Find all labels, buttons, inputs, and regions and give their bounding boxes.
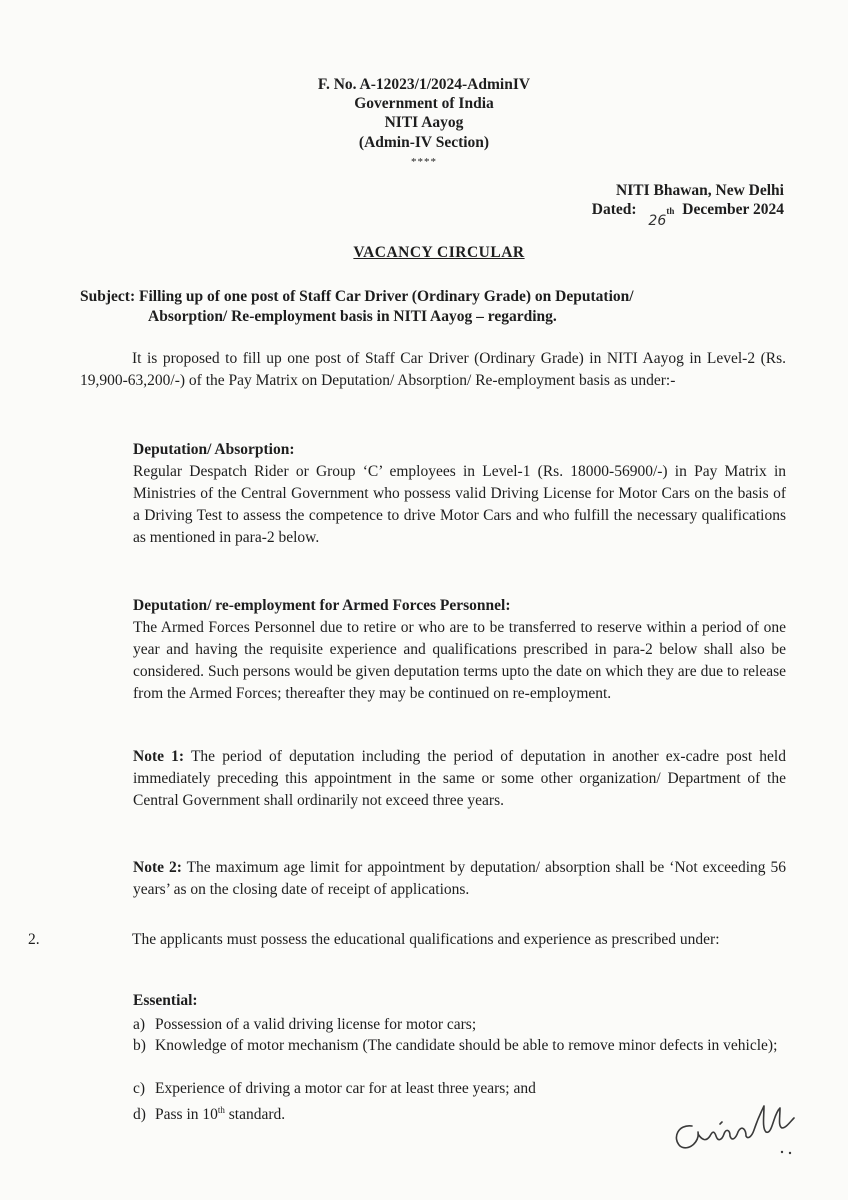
essential-heading: Essential: bbox=[133, 992, 198, 1009]
document-title: VACANCY CIRCULAR bbox=[353, 244, 525, 261]
section-name: (Admin-IV Section) bbox=[358, 134, 490, 151]
list-text: Possession of a valid driving license for motor cars; bbox=[155, 1016, 477, 1033]
dated-label: Dated: bbox=[591, 201, 637, 218]
deputation-text: Regular Despatch Rider or Group ‘C’ employees in Level-1 (Rs. 18000-56900/-) in Pay Matrix in Ministries of the Central Government who possess valid Driving License for Motor Cars on the basis of a Driving Test to assess the competence to drive Motor Cars and who fulfill the necessary qualifications as mentioned in para-2 below. bbox=[133, 463, 786, 546]
note-1-label: Note 1: bbox=[133, 748, 185, 765]
list-text: Knowledge of motor mechanism (The candidate should be able to remove minor defects in vehicle); bbox=[155, 1037, 778, 1054]
note-1-text: The period of deputation including the period of deputation in another ex-cadre post held immediately preceding this appointment in the same or some other organization/ Department of the Central Government shall ordinarily not exceed three years. bbox=[133, 748, 786, 809]
date-line bbox=[591, 201, 784, 229]
para-2-number: 2. bbox=[28, 931, 40, 948]
list-marker: b) bbox=[133, 1037, 146, 1054]
note-2-text: The maximum age limit for appointment by deputation/ absorption shall be ‘Not exceeding 56 years’ as on the closing date of receipt of applications. bbox=[133, 859, 786, 898]
list-marker: d) bbox=[133, 1106, 146, 1124]
signature bbox=[664, 1096, 814, 1162]
essential-item-a bbox=[133, 1014, 786, 1035]
date-month-year: December 2024 bbox=[682, 201, 784, 218]
note-2-label: Note 2: bbox=[133, 859, 182, 876]
armed-forces-text: The Armed Forces Personnel due to retire or who are to be transferred to reserve within a period of one year and having the requisite experience and qualifications prescribed in para-2 below shall also be considered. Such persons would be given deputation terms upto the date on which they are due to release from the Armed Forces; thereafter they may be continued on re-employment. bbox=[133, 619, 786, 702]
list-marker: a) bbox=[133, 1016, 146, 1033]
list-text-after: standard. bbox=[224, 1106, 286, 1124]
file-number: F. No. A-12023/1/2024-AdminIV bbox=[317, 76, 531, 93]
date-day-suffix: th bbox=[666, 206, 675, 216]
para-2 bbox=[28, 929, 786, 951]
list-text-before: Pass in 10 bbox=[155, 1106, 218, 1124]
subject-line-2: Absorption/ Re-employment basis in NITI Aayog – regarding. bbox=[148, 308, 557, 325]
government-name: Government of India bbox=[354, 95, 494, 112]
organization-name: NITI Aayog bbox=[384, 114, 464, 131]
subject-text-1: Filling up of one post of Staff Car Driver (Ordinary Grade) on Deputation/ bbox=[138, 288, 634, 305]
subject-label: Subject: bbox=[80, 288, 136, 305]
armed-forces-heading: Deputation/ re-employment for Armed Forces Personnel: bbox=[133, 597, 511, 614]
intro-paragraph: It is proposed to fill up one post of Staff Car Driver (Ordinary Grade) in NITI Aayog in Level-2 (Rs. 19,900-63,200/-) of the Pay Matrix on Deputation/ Absorption/ Re-employment basis as under:- bbox=[80, 350, 786, 389]
para-2-text: The applicants must possess the educational qualifications and experience as prescribed under: bbox=[132, 931, 720, 948]
date-day-handwritten: 26 bbox=[648, 213, 667, 229]
list-text: Experience of driving a motor car for at least three years; and bbox=[155, 1080, 536, 1097]
list-sup: th bbox=[217, 1105, 225, 1115]
essential-item-b bbox=[133, 1035, 786, 1056]
subject-line-1 bbox=[80, 288, 790, 306]
deputation-heading: Deputation/ Absorption: bbox=[133, 441, 295, 458]
list-marker: c) bbox=[133, 1080, 146, 1097]
note-1 bbox=[133, 746, 786, 812]
note-2 bbox=[133, 857, 786, 901]
place: NITI Bhawan, New Delhi bbox=[616, 182, 784, 199]
header-stars: **** bbox=[411, 156, 437, 168]
